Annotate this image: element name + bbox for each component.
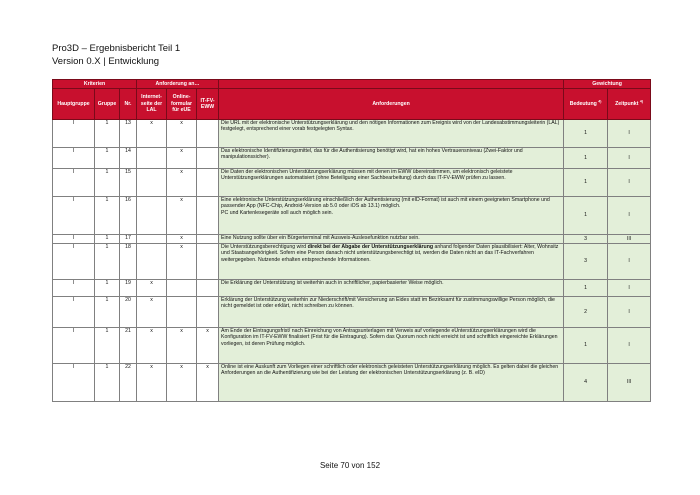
cell-anforderung: Das elektronische Identifizierungsmittel, das für die Authentisierung benötigt wird, hat ein hohes Vertrauensniveau (Zwei-Faktor und manipulationssicher). (219, 148, 564, 169)
table-row (53, 197, 651, 235)
cell-bedeutung: 1 (564, 280, 608, 297)
cell-internet: x (137, 328, 167, 364)
group-header-kriterien: Kriterien (53, 80, 137, 89)
cell-zeitpunkt: I (608, 244, 651, 280)
table-row (53, 297, 651, 328)
cell-nr: 17 (120, 235, 137, 244)
page-number: Seite 70 von 152 (319, 461, 381, 470)
cell-hauptgruppe: I (53, 297, 95, 328)
table-row (53, 148, 651, 169)
cell-hauptgruppe: I (53, 244, 95, 280)
cell-nr: 16 (120, 197, 137, 235)
cell-zeitpunkt: III (608, 235, 651, 244)
cell-gruppe: 1 (95, 235, 120, 244)
cell-bedeutung: 1 (564, 197, 608, 235)
cell-bedeutung: 1 (564, 169, 608, 197)
cell-internet (137, 169, 167, 197)
requirements-table (52, 79, 651, 402)
cell-gruppe: 1 (95, 328, 120, 364)
cell-gruppe: 1 (95, 197, 120, 235)
cell-hauptgruppe: I (53, 197, 95, 235)
cell-bedeutung: 1 (564, 148, 608, 169)
document-header (52, 42, 180, 68)
cell-internet (137, 235, 167, 244)
col-header-internet: Internet-seite der LAL (137, 89, 167, 120)
col-header-bedeutung: Bedeutung $^{4)}$ (564, 89, 608, 120)
col-header-anforderungen: Anforderungen (219, 89, 564, 120)
cell-online: x (167, 120, 197, 148)
cell-itfv (197, 197, 219, 235)
table-row (53, 235, 651, 244)
cell-zeitpunkt: I (608, 120, 651, 148)
cell-zeitpunkt: I (608, 169, 651, 197)
table-row (53, 364, 651, 402)
cell-anforderung: Die Unterstützungsberechtigung wird direkt bei der Abgabe der Unterstützungserklärung anhand folgender Daten plausibilisiert: Alter, Wohnsitz und Staatsangehörigkeit. Sofern eine Person danach nicht unterstützungsberechtigt ist, werden die Daten nicht an das IT-Fachverfahren weitergegeben. Nutzende erhalten entsprechende Informationen. (219, 244, 564, 280)
cell-itfv (197, 244, 219, 280)
footnote-mark: 4) (639, 99, 643, 104)
cell-zeitpunkt: I (608, 328, 651, 364)
cell-anforderung: Die Daten der elektronischen Unterstützungserklärung müssen mit denen im EWW übereinstimmen, um elektronisch geleistete Unterstützungserklärungen automatisiert (ohne Beteiligung einer Sachbearbeitung) durch das IT-FV-EWW prüfen zu lassen. (219, 169, 564, 197)
col-header-zeitpunkt: Zeitpunkt $^{4)}$ (608, 89, 651, 120)
col-header-nr: Nr. (120, 89, 137, 120)
col-header-online: Online-formular für eUE (167, 89, 197, 120)
cell-nr: 21 (120, 328, 137, 364)
cell-itfv (197, 169, 219, 197)
cell-nr: 15 (120, 169, 137, 197)
cell-zeitpunkt: I (608, 297, 651, 328)
cell-gruppe: 1 (95, 169, 120, 197)
cell-online: x (167, 244, 197, 280)
cell-nr: 18 (120, 244, 137, 280)
cell-internet: x (137, 364, 167, 402)
cell-itfv (197, 120, 219, 148)
cell-internet: x (137, 280, 167, 297)
cell-nr: 13 (120, 120, 137, 148)
cell-online: x (167, 169, 197, 197)
group-header-empty (219, 80, 564, 89)
cell-bedeutung: 1 (564, 120, 608, 148)
cell-hauptgruppe: I (53, 328, 95, 364)
cell-hauptgruppe: I (53, 120, 95, 148)
table-row (53, 280, 651, 297)
cell-online (167, 280, 197, 297)
col-header-gruppe: Gruppe (95, 89, 120, 120)
cell-zeitpunkt: I (608, 197, 651, 235)
cell-zeitpunkt: I (608, 148, 651, 169)
cell-gruppe: 1 (95, 280, 120, 297)
cell-internet: x (137, 120, 167, 148)
cell-zeitpunkt: III (608, 364, 651, 402)
cell-online: x (167, 235, 197, 244)
cell-gruppe: 1 (95, 120, 120, 148)
cell-hauptgruppe: I (53, 364, 95, 402)
table-row (53, 169, 651, 197)
cell-hauptgruppe: I (53, 235, 95, 244)
cell-anforderung: Die URL mit der elektronische Unterstützungserklärung und den nötigen Informationen zum Ereignis wird von der Landesabstimmungsleiterin (LAL) festgelegt, entsprechend einer vorab festgelegten Syntax. (219, 120, 564, 148)
cell-anforderung: Erklärung der Unterstützung weiterhin zur Niederschrift/mit Versicherung an Eides statt im Bezirksamt für zustimmungswillige Person möglich, die nicht gemeldet ist oder erklärt, nicht schreiben zu können. (219, 297, 564, 328)
cell-online: x (167, 328, 197, 364)
cell-anforderung: Am Ende der Eintragungsfrist/ nach Einreichung von Antragsunterlagen mit Verweis auf vorliegende eUnterstützungserklärungen wird die Konfiguration im IT-FV-EWW finalisiert (Frist für die Eintragung). Sofern das Quorum noch nicht erreicht ist und schriftlich eingereichte Erklärungen vorliegen, ist deren Prüfung möglich. (219, 328, 564, 364)
cell-online: x (167, 148, 197, 169)
cell-anforderung: Die Erklärung der Unterstützung ist weiterhin auch in schriftlicher, papierbasierter Weise möglich. (219, 280, 564, 297)
cell-anforderung: Eine Nutzung sollte über ein Bürgerterminal mit Ausweis-Auslesefunktion nutzbar sein. (219, 235, 564, 244)
cell-bedeutung: 1 (564, 328, 608, 364)
cell-internet (137, 148, 167, 169)
cell-itfv: x (197, 328, 219, 364)
col-header-itfv: IT-FV-EWW (197, 89, 219, 120)
cell-nr: 19 (120, 280, 137, 297)
document-version: Version 0.X | Entwicklung (52, 56, 160, 67)
cell-hauptgruppe: I (53, 169, 95, 197)
group-header-gewichtung: Gewichtung (564, 80, 651, 89)
cell-bedeutung: 3 (564, 235, 608, 244)
cell-bedeutung: 4 (564, 364, 608, 402)
cell-itfv: x (197, 364, 219, 402)
cell-anforderung: Eine elektronische Unterstützungserklärung einschließlich der Authentisierung (mit eID-Format) ist auch mit einem geeigneten Smartphone und passender App (NFC-Chip, Android-Version ab 5.0 oder iOS ab 13.1) möglich. PC und Kartenlesegeräte soll auch möglich sein. (219, 197, 564, 235)
cell-online (167, 297, 197, 328)
cell-itfv (197, 297, 219, 328)
cell-bedeutung: 3 (564, 244, 608, 280)
cell-hauptgruppe: I (53, 280, 95, 297)
group-header-anforderung-an: Anforderung an… (137, 80, 219, 89)
footnote-mark: 4) (598, 99, 602, 104)
cell-nr: 22 (120, 364, 137, 402)
cell-online: x (167, 364, 197, 402)
cell-gruppe: 1 (95, 244, 120, 280)
cell-bedeutung: 2 (564, 297, 608, 328)
cell-online: x (167, 197, 197, 235)
cell-itfv (197, 148, 219, 169)
cell-itfv (197, 280, 219, 297)
table-row (53, 244, 651, 280)
cell-gruppe: 1 (95, 297, 120, 328)
cell-internet: x (137, 297, 167, 328)
table-row (53, 120, 651, 148)
cell-zeitpunkt: I (608, 280, 651, 297)
cell-nr: 14 (120, 148, 137, 169)
cell-internet (137, 197, 167, 235)
cell-internet (137, 244, 167, 280)
cell-nr: 20 (120, 297, 137, 328)
document-title: Pro3D – Ergebnisbericht Teil 1 (52, 43, 181, 54)
cell-anforderung: Online ist eine Auskunft zum Vorliegen einer schriftlich oder elektronisch geleisteten Unterstützungserklärung möglich. Es gelten dabei die gleichen Anforderungen an die Authentifizierung wie bei der Leistung der elektronischen Unterstützungserklärung (z. B. eID) (219, 364, 564, 402)
col-header-hauptgruppe: Hauptgruppe (53, 89, 95, 120)
cell-hauptgruppe: I (53, 148, 95, 169)
cell-gruppe: 1 (95, 148, 120, 169)
cell-itfv (197, 235, 219, 244)
table-row (53, 328, 651, 364)
cell-gruppe: 1 (95, 364, 120, 402)
